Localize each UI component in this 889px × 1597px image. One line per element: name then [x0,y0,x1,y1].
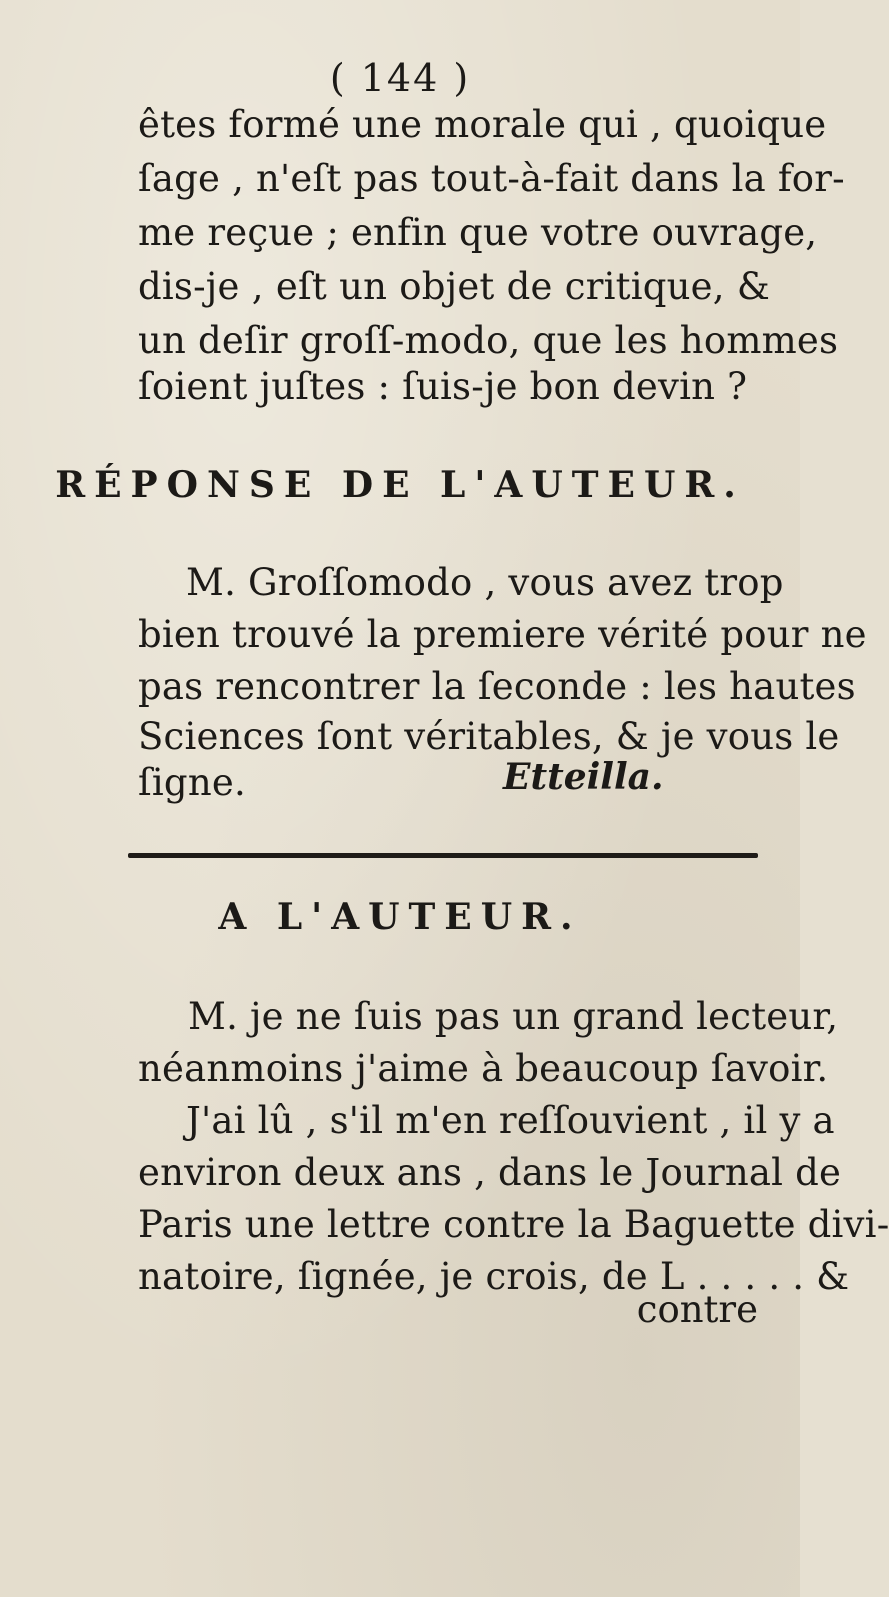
text-line: environ deux ans , dans le Journal de [138,1151,842,1194]
catchword: contre [636,1288,758,1331]
text-line: M. je ne ſuis pas un grand lecteur, [188,995,839,1038]
second-heading: A L'AUTEUR. [218,896,582,938]
text-line: dis-je , eſt un objet de critique, & [138,265,770,308]
text-line: Paris une lettre contre la Baguette divi- [138,1203,889,1246]
text-line: pas rencontrer la ſeconde : les hautes [138,665,856,708]
text-line: ſage , n'eſt pas tout-à-fait dans la for- [138,157,845,200]
page-number: ( 144 ) [329,56,471,100]
text-line: bien trouvé la premiere vérité pour ne [138,613,867,656]
text-line: natoire, ſignée, je crois, de L . . . . . & [138,1255,850,1298]
text-line: ſoient juſtes : ſuis-je bon devin ? [138,365,748,408]
section-divider [128,853,758,858]
text-line: M. Groſſomodo , vous avez trop [186,561,784,604]
text-line: Sciences ſont véritables, & je vous le [138,715,840,758]
text-line: J'ai lû , s'il m'en reſſouvient , il y a [186,1099,835,1142]
text-line: êtes formé une morale qui , quoique [138,103,827,146]
text-line: me reçue ; enfin que votre ouvrage, [138,211,818,254]
reply-heading: RÉPONSE DE L'AUTEUR. [55,464,745,506]
text-line: un deſir groſſ-modo, que les hommes [138,319,839,362]
text-line: néanmoins j'aime à beaucoup ſavoir. [138,1047,829,1090]
signature: Etteilla. [503,756,664,798]
text-line: ſigne. [138,761,246,804]
